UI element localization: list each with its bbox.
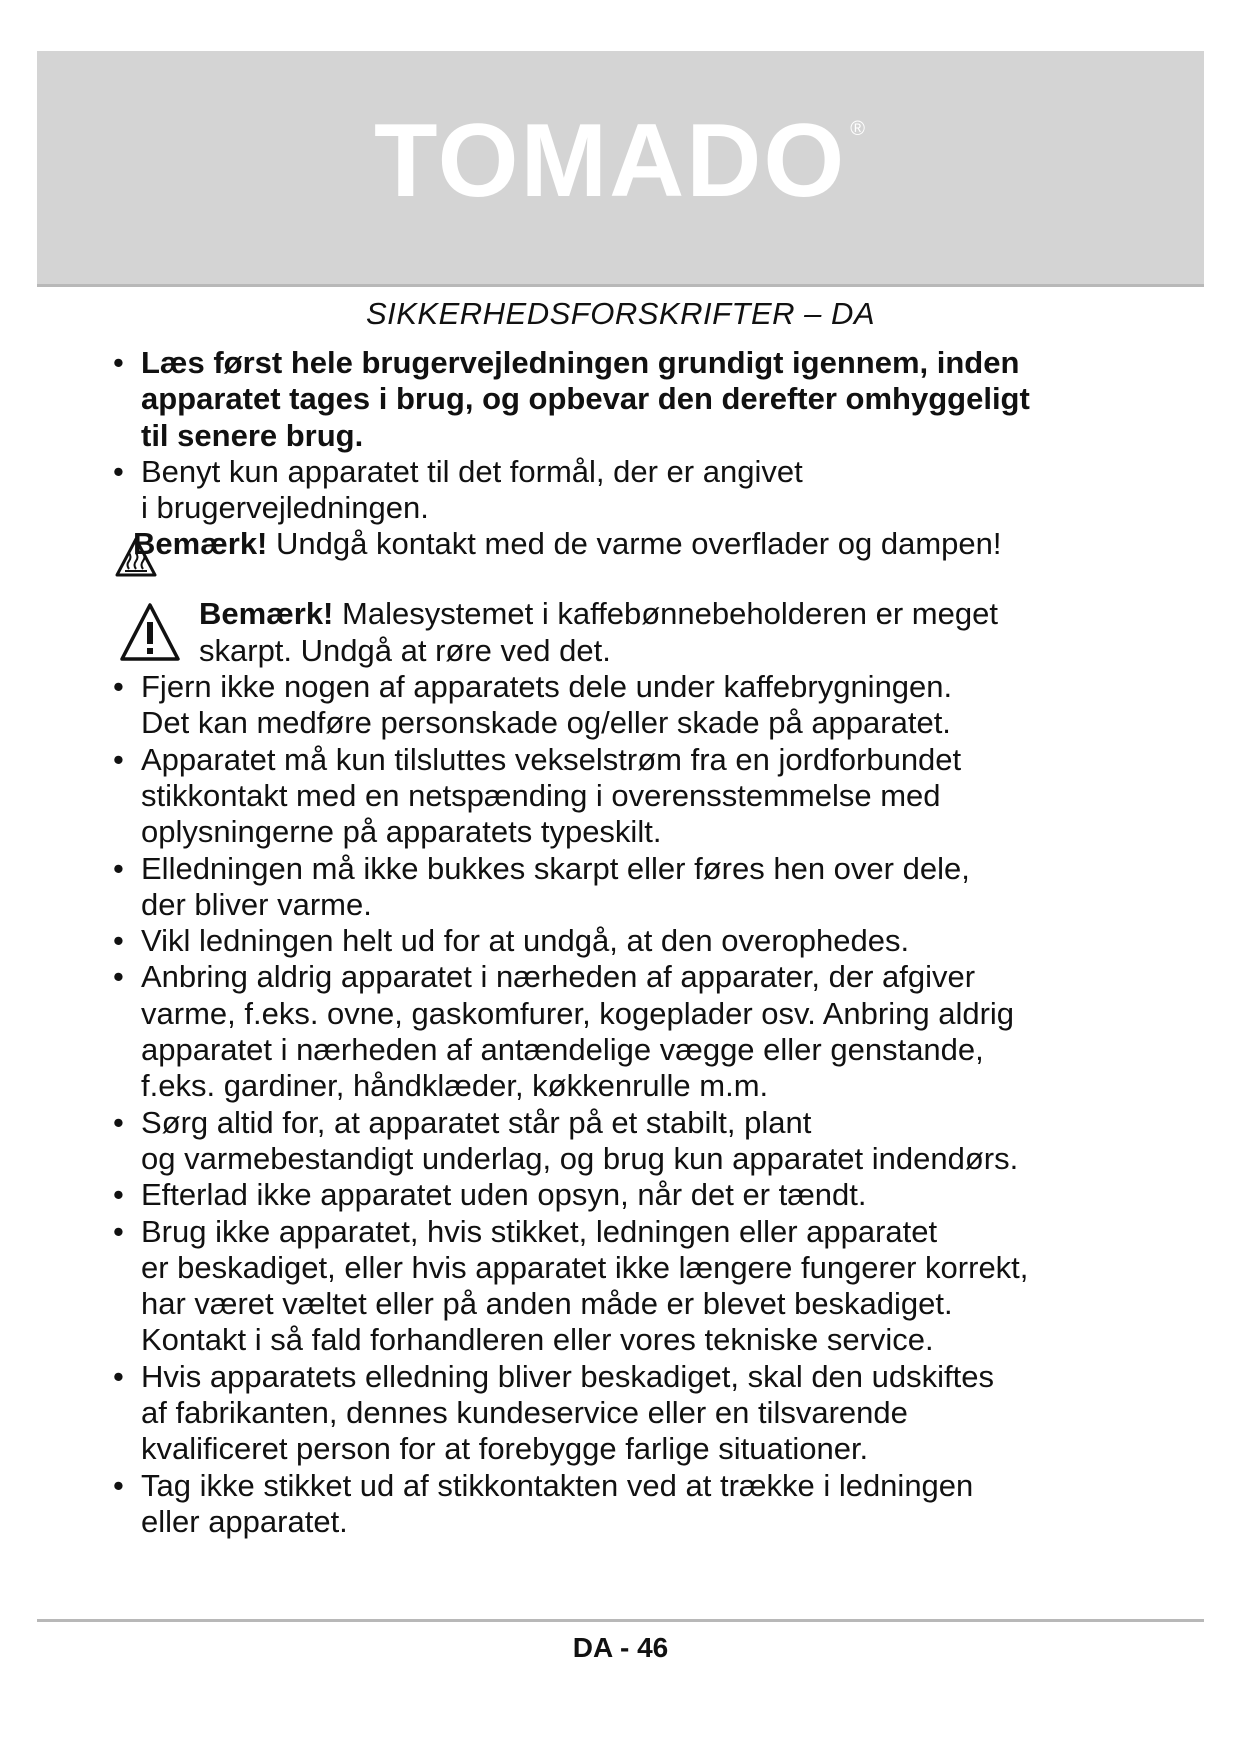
footer-divider — [37, 1619, 1204, 1622]
item-line: f.eks. gardiner, håndklæder, køkkenrulle m.m. — [141, 1068, 769, 1104]
list-item — [113, 454, 1123, 527]
page-title: SIKKERHEDSFORSKRIFTER – DA — [365, 296, 876, 331]
item-line: Læs først hele brugervejledningen grundigt igennem, inden — [141, 345, 1020, 380]
bullet: • — [113, 1213, 124, 1249]
header-band — [37, 51, 1204, 287]
list-item — [113, 923, 1123, 959]
bullet: • — [113, 923, 124, 959]
item-line: af fabrikanten, dennes kundeservice eller en tilsvarende — [141, 1395, 908, 1431]
item-line: Sørg altid for, at apparatet står på et stabilt, plant — [141, 1104, 812, 1140]
page-number: DA - 46 — [572, 1632, 669, 1663]
hot-surface-warning — [113, 526, 1123, 596]
list-item — [113, 1177, 1123, 1213]
list-item — [113, 669, 1123, 742]
item-line: Hvis apparatets elledning bliver beskadiget, skal den udskiftes — [141, 1358, 994, 1394]
item-line: Benyt kun apparatet til det formål, der er angivet — [141, 453, 803, 489]
item-line: eller apparatet. — [141, 1503, 348, 1539]
bullet: • — [113, 850, 124, 886]
registered-mark: ® — [850, 118, 868, 140]
logo-text: TOMADO — [373, 103, 847, 219]
caution-triangle-icon — [119, 602, 181, 662]
item-line: og varmebestandigt underlag, og brug kun apparatet indendørs. — [141, 1140, 1019, 1176]
item-line: stikkontakt med en netspænding i overensstemmelse med — [141, 777, 941, 813]
item-line: apparatet tages i brug, og opbevar den derefter omhyggeligt — [141, 381, 1030, 417]
bullet: • — [113, 1104, 124, 1140]
bullet: • — [113, 669, 124, 705]
list-item — [113, 959, 1123, 1104]
bullet: • — [113, 345, 124, 380]
sharp-blade-warning — [113, 596, 1123, 669]
list-item — [113, 1359, 1123, 1468]
item-line: Kontakt i så fald forhandleren eller vores tekniske service. — [141, 1322, 934, 1358]
brand-logo — [37, 103, 1204, 219]
item-line: Fjern ikke nogen af apparatets dele under kaffebrygningen. — [141, 669, 953, 705]
list-item — [113, 742, 1123, 851]
item-line: varme, f.eks. ovne, gaskomfurer, kogeplader osv. Anbring aldrig — [141, 995, 1015, 1031]
item-line: der bliver varme. — [141, 886, 372, 922]
item-line: til senere brug. — [141, 417, 364, 453]
bullet: • — [113, 959, 124, 995]
item-line: Apparatet må kun tilsluttes vekselstrøm fra en jordforbundet — [141, 741, 962, 777]
item-line: Det kan medføre personskade og/eller skade på apparatet. — [141, 705, 951, 741]
item-line: kvalificeret person for at forebygge farlige situationer. — [141, 1431, 869, 1467]
item-line: Tag ikke stikket ud af stikkontakten ved at trække i ledningen — [141, 1467, 974, 1503]
warning-label: Bemærk! — [199, 596, 334, 632]
list-item — [113, 345, 1123, 454]
item-line: Brug ikke apparatet, hvis stikket, ledningen eller apparatet — [141, 1213, 938, 1249]
item-line: Elledningen må ikke bukkes skarpt eller føres hen over dele, — [141, 850, 970, 886]
warning-label: Bemærk! — [133, 526, 268, 562]
item-line: Anbring aldrig apparatet i nærheden af apparater, der afgiver — [141, 959, 976, 995]
item-line: oplysningerne på apparatets typeskilt. — [141, 814, 662, 850]
item-line: er beskadiget, eller hvis apparatet ikke længere fungerer korrekt, — [141, 1249, 1029, 1285]
bullet: • — [113, 1177, 124, 1213]
item-line: apparatet i nærheden af antændelige vægge eller genstande, — [141, 1032, 984, 1068]
list-item — [113, 851, 1123, 924]
item-line: Vikl ledningen helt ud for at undgå, at den overophedes. — [141, 923, 910, 959]
safety-instructions — [113, 345, 1123, 1540]
bullet: • — [113, 1358, 124, 1394]
list-item — [113, 1105, 1123, 1178]
bullet: • — [113, 453, 124, 489]
item-line: i brugervejledningen. — [141, 490, 429, 526]
warning-text: Malesystemet i kaffebønnebeholderen er meget — [333, 596, 998, 632]
bullet: • — [113, 741, 124, 777]
bullet: • — [113, 1467, 124, 1503]
item-line: Efterlad ikke apparatet uden opsyn, når det er tændt. — [141, 1177, 867, 1213]
list-item — [113, 1214, 1123, 1359]
item-line: har været væltet eller på anden måde er blevet beskadiget. — [141, 1286, 953, 1322]
warning-text: Undgå kontakt med de varme overflader og dampen! — [267, 526, 1002, 562]
list-item — [113, 1468, 1123, 1541]
warning-text: skarpt. Undgå at røre ved det. — [199, 632, 611, 668]
